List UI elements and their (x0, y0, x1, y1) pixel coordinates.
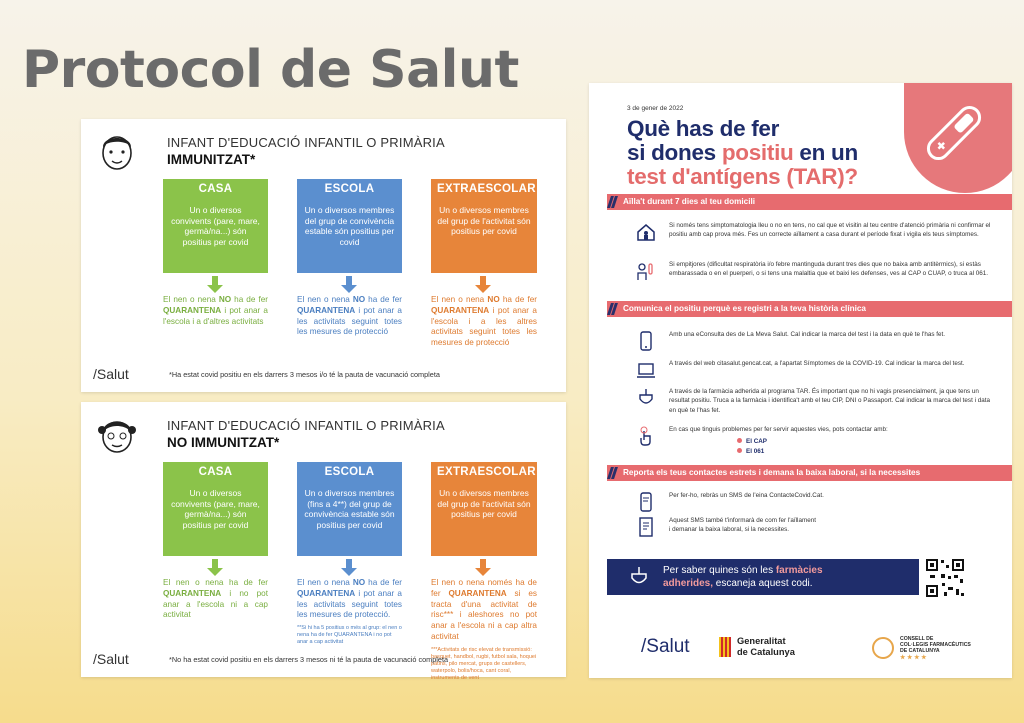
result-text: El nen o nena NO ha de fer QUARANTENA i pot anar a l'escola i a les altres activitats seguint totes les mesures de protecció (431, 295, 538, 348)
home-icon (635, 221, 657, 243)
box-title: CASA (198, 183, 233, 195)
info-text: Per fer-ho, rebràs un SMS de l'eina ContacteCovid.Cat. (669, 492, 824, 499)
box-title: EXTRAESCOLAR (437, 183, 536, 195)
contact-option: El CAP (746, 438, 767, 446)
salut-logo: /Salut (641, 636, 690, 657)
info-text: Amb una eConsulta des de La Meva Salut. Cal indicar la marca del test i la data en què te l'has fet. (669, 331, 945, 338)
info-text: En cas que tinguis problemes per fer servir aquestes vies, pots contactar amb: (669, 426, 888, 433)
box-escola (297, 462, 402, 556)
generalitat-logo: Generalitat de Catalunya (719, 636, 795, 657)
box-body: Un o diversos convivents (pare, mare, germà/na...) són positius per covid (171, 205, 260, 247)
pharmacy-icon (635, 387, 657, 409)
boy-face-icon (97, 131, 137, 173)
bullet-icon (737, 438, 742, 443)
info-row (635, 260, 995, 282)
note: **Si hi ha 5 positius o més al grup: el nen o nena ha de fer QUARANTENA i no pot anar a cap activitat (297, 625, 402, 646)
note: ***Activitats de risc elevat de transmissió: basquet, handbol, rugbi, futbol sala, hoquei patins, pilo mercat, grups de castellers, waterpolo, bolis/hoca, cant coral, instruments de vent (431, 646, 537, 681)
box-body: Un o diversos membres del grup de l'activitat són positius per covid (437, 488, 531, 519)
phone-icon (635, 330, 657, 352)
section-band-isolate: Aïlla't durant 7 dies al teu domicili (607, 194, 1012, 210)
box-title: ESCOLA (324, 183, 375, 195)
laptop-icon (635, 359, 657, 381)
arrow-down-icon (163, 556, 268, 578)
card-heading: INFANT D'EDUCACIÓ INFANTIL O PRIMÀRIA (167, 418, 445, 433)
card-immunitzat (81, 119, 566, 392)
page-title: Protocol de Salut (22, 40, 519, 100)
box-body: Un o diversos convivents (pare, mare, germà/na...) són positius per covid (171, 488, 260, 530)
card-status: NO IMMUNITZAT* (167, 435, 280, 450)
info-row (635, 359, 995, 381)
section-band-communicate: Comunica el positiu perquè es registri a la teva història clínica (607, 301, 1012, 317)
poster-date: 3 de gener de 2022 (627, 105, 684, 112)
box-title: EXTRAESCOLAR (437, 466, 536, 478)
column-casa (163, 462, 268, 621)
poster-title: Què has de fer si dones positiu en un test d'antígens (TAR)? (627, 116, 858, 189)
document-icon (635, 516, 657, 538)
pharmacy-white-icon (627, 565, 651, 589)
column-escola (297, 179, 402, 338)
sms-phone-icon (635, 491, 657, 513)
tar-poster (589, 83, 1012, 678)
box-casa (163, 462, 268, 556)
info-text: Si només tens simptomatologia lleu o no en tens, no cal que et visitin al teu centre d'atenció primària ni confirmar el positiu amb cap prova més. Fes un correcte aïllament a casa durant el període fixat i vigila els teus símptomes. (669, 222, 991, 239)
box-extraescolar (431, 179, 537, 273)
info-text: i demanar la baixa laboral, si la necessites. (669, 526, 790, 534)
card-no-immunitzat (81, 402, 566, 681)
column-escola (297, 462, 402, 646)
card-status: IMMUNITZAT* (167, 152, 256, 167)
bullet-icon (737, 448, 742, 453)
salut-logo: /Salut (93, 366, 129, 382)
result-text: El nen o nena NO ha de fer QUARANTENA i pot anar a les activitats seguint totes les mesures de protecció. (297, 578, 402, 620)
senyera-icon (719, 637, 731, 657)
salut-logo: /Salut (93, 651, 129, 667)
column-extraescolar (431, 179, 537, 349)
box-body: Un o diversos membres (fins a 4**) del grup de convivència estable són positius per covid (304, 488, 395, 530)
info-text: Si empitjores (dificultat respiratòria i/o febre mantinguda durant tres dies que no baixa amb antitèrmics), si estàs embarassada o en el puerperi, o si tens una malaltia que et baixi les defenses, ves al CAP o CUAP, o truca al 061. (669, 261, 988, 278)
info-row (635, 330, 995, 352)
touch-icon (635, 425, 657, 447)
footnote: *No ha estat covid positiu en els darrers 3 mesos ni té la pauta de vacunació completa (169, 655, 449, 664)
box-title: CASA (198, 466, 233, 478)
seal-icon (872, 637, 894, 659)
result-text: El nen o nena NO ha de fer QUARANTENA i pot anar a les activitats seguint totes les mesures de protecció (297, 295, 402, 337)
arrow-down-icon (163, 273, 268, 295)
column-casa (163, 179, 268, 327)
box-body: Un o diversos membres del grup de convivència estable són positius per covid (304, 205, 395, 247)
result-text: El nen o nena NO ha de fer QUARANTENA i pot anar a l'escola i a d'altres activitats (163, 295, 268, 326)
arrow-down-icon (297, 273, 402, 295)
box-casa (163, 179, 268, 273)
result-text: El nen o nena només ha de fer QUARANTENA si es tracta d'una activitat de risc*** i aleshores no pot anar a l'escola ni a cap altra activitat (431, 578, 537, 641)
result-text: El nen o nena ha de fer QUARANTENA i no pot anar a l'escola ni a cap activitat (163, 578, 268, 620)
info-row (635, 387, 995, 415)
arrow-down-icon (431, 273, 537, 295)
info-row (635, 516, 995, 538)
section-band-report: Reporta els teus contactes estrets i demana la baixa laboral, si la necessites (607, 465, 1012, 481)
consell-logo: CONSELL DE COL·LEGIS FARMACÈUTICS DE CATALUNYA ★ ★ ★ ★ (872, 636, 971, 661)
info-row (635, 491, 995, 513)
symptoms-icon (635, 260, 657, 282)
qr-code[interactable] (924, 557, 966, 599)
box-body: Un o diversos membres del grup de l'activitat són positius per covid (437, 205, 531, 236)
contact-option: El 061 (746, 447, 765, 455)
info-text: A través del web citasalut.gencat.cat, a l'apartat Símptomes de la COVID-19. Cal indicar la marca del test. (669, 360, 965, 367)
pharmacy-cta: Per saber quines són les farmàcies adherides, escaneja aquest codi. (607, 559, 919, 595)
box-escola (297, 179, 402, 273)
box-title: ESCOLA (324, 466, 375, 478)
arrow-down-icon (431, 556, 537, 578)
info-row (635, 221, 995, 243)
info-row (635, 425, 995, 456)
info-text: A través de la farmàcia adherida al programa TAR. És important que no hi vagis presencialment, ja que tens un resultat positiu. Truca a la farmàcia i identifica't amb el teu CIP, DNI o Passaport. Cal indicar la marca del test i data en què te l'has fet. (669, 388, 990, 414)
column-extraescolar (431, 462, 537, 682)
card-heading: INFANT D'EDUCACIÓ INFANTIL O PRIMÀRIA (167, 135, 445, 150)
box-extraescolar (431, 462, 537, 556)
info-text: Aquest SMS també t'informarà de com fer l'aïllament (669, 517, 816, 524)
arrow-down-icon (297, 556, 402, 578)
girl-face-icon (97, 414, 137, 456)
footnote: *Ha estat covid positiu en els darrers 3 mesos i/o té la pauta de vacunació completa (169, 370, 440, 379)
antigen-test-icon (914, 93, 994, 173)
